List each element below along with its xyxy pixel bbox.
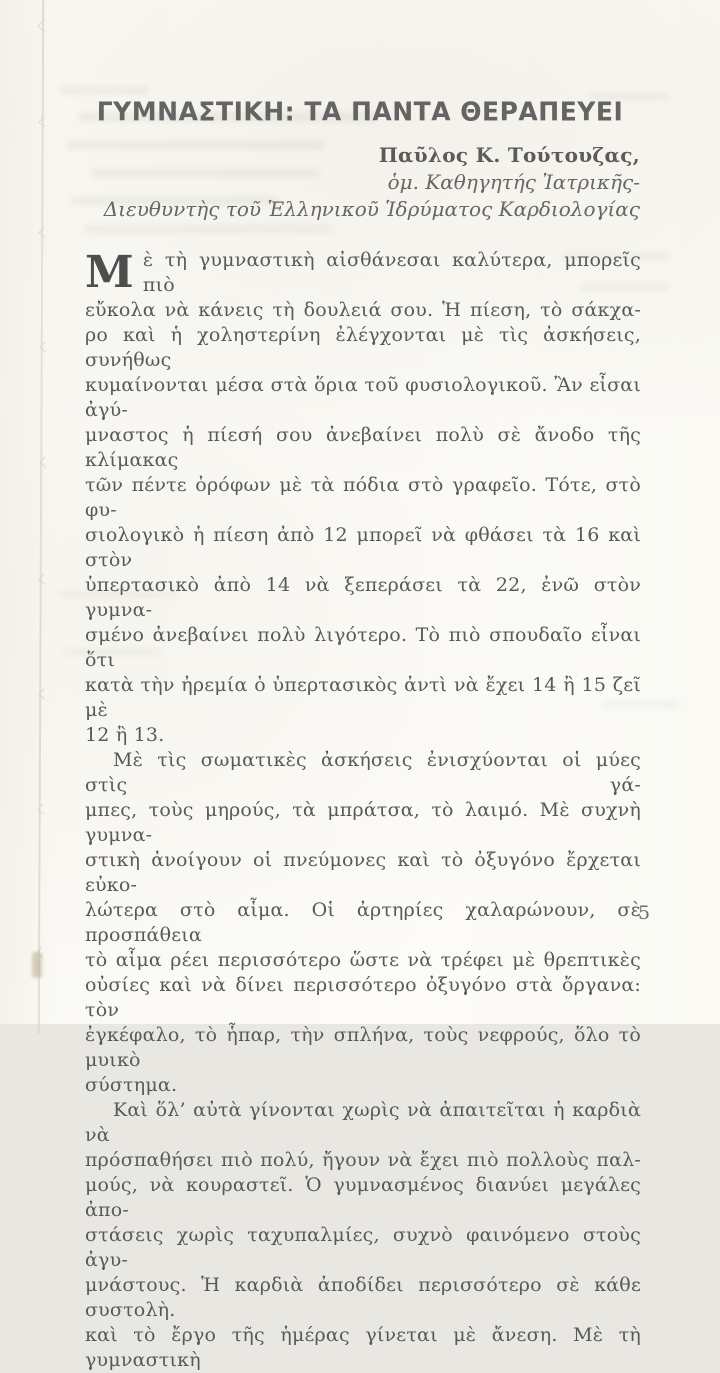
text-line: πρόσπαθήσει πιὸ πολύ, ἤγουν νὰ ἔχει πιὸ πολλοὺς παλ- xyxy=(85,1149,641,1171)
text-line: καὶ τὸ ἔργο τῆς ἡμέρας γίνεται μὲ ἄνεση. Μὲ τὴ γυμναστικὴ xyxy=(85,1324,641,1371)
page-title: ΓΥΜΝΑΣΤΙΚΗ: ΤΑ ΠΑΝΤΑ ΘΕΡΑΠΕΥΕΙ xyxy=(96,96,624,127)
bleed-through-artifact xyxy=(60,86,150,95)
text-line: σύστημα. xyxy=(85,1074,178,1096)
text-line: λώτερα στὸ αἷμα. Οἱ ἀρτηρίες χαλαρώνουν, σὲ προσπάθεια xyxy=(85,899,641,946)
paragraph xyxy=(85,748,641,1098)
scan-edge-artifact xyxy=(32,952,42,978)
text-line: μπες, τοὺς μηρούς, τὰ μπράτσα, τὸ λαιμό. Μὲ συχνὴ γυμνα- xyxy=(85,799,641,846)
page-number: 5 xyxy=(638,902,651,924)
paragraph xyxy=(85,1098,641,1373)
scan-edge-artifact xyxy=(37,20,48,31)
text-line: μναστος ἡ πίεσή σου ἀνεβαίνει πολὺ σὲ ἄνοδο τῆς κλίμακας xyxy=(85,424,641,471)
author-name: Παῦλος Κ. Τούτουζας, xyxy=(378,143,640,167)
text-line: σμένο ἀνεβαίνει πολὺ λιγότερο. Τὸ πιὸ σπουδαῖο εἶναι ὅτι xyxy=(85,624,641,671)
text-line: 12 ἢ 13. xyxy=(85,724,165,746)
text-line: στικὴ ἀνοίγουν οἱ πνεύμονες καὶ τὸ ὀξυγόνο ἔρχεται εὐκο- xyxy=(85,849,641,896)
text-line: μούς, νὰ κουραστεῖ. Ὁ γυμνασμένος διανύει μεγάλες ἀπο- xyxy=(85,1174,641,1221)
author-role-line-2: Διευθυντὴς τοῦ Ἑλληνικοῦ Ἱδρύματος Καρδιολογίας xyxy=(103,197,640,221)
text-line: εὔκολα νὰ κάνεις τὴ δουλειά σου. Ἡ πίεση, τὸ σάκχα- xyxy=(85,299,641,321)
text-line: ρο καὶ ἡ χοληστερίνη ἐλέγχονται μὲ τὶς ἀσκήσεις, συνήθως xyxy=(85,324,641,371)
drop-cap: Μ xyxy=(85,247,134,298)
text-line: τῶν πέντε ὀρόφων μὲ τὰ πόδια στὸ γραφεῖο. Τότε, στὸ φυ- xyxy=(85,474,641,521)
text-line: ὲ τὴ γυμναστικὴ αἰσθάνεσαι καλύτερα, μπορεῖς πιὸ xyxy=(142,249,641,296)
text-line: οὐσίες καὶ νὰ δίνει περισσότερο ὀξυγόνο στὰ ὄργανα: τὸν xyxy=(85,974,641,1021)
text-line: κατὰ τὴν ἠρεμία ὁ ὑπερτασικὸς ἀντὶ νὰ ἔχει 14 ἢ 15 ζεῖ μὲ xyxy=(85,674,641,721)
text-line: σιολογικὸ ἡ πίεση ἀπὸ 12 μπορεῖ νὰ φθάσει τὰ 16 καὶ στὸν xyxy=(85,524,641,571)
text-line: ὑπερτασικὸ ἀπὸ 14 νὰ ξεπεράσει τὰ 22, ἐνῶ στὸν γυμνα- xyxy=(85,574,641,621)
byline xyxy=(104,142,640,223)
article-body xyxy=(85,248,641,1373)
paragraph xyxy=(85,248,641,748)
author-role-line-1: ὁμ. Καθηγητής Ἰατρικῆς- xyxy=(387,170,640,194)
bleed-through-artifact xyxy=(84,224,334,234)
text-line: τὸ αἷμα ρέει περισσότερο ὥστε νὰ τρέφει μὲ θρεπτικὲς xyxy=(85,949,641,971)
text-line: μνάστους. Ἡ καρδιὰ ἀποδίδει περισσότερο σὲ κάθε συστολὴ. xyxy=(85,1274,641,1321)
page-edge-crease-artifact xyxy=(38,0,45,1034)
text-line: Καὶ ὅλ’ αὐτὰ γίνονται χωρὶς νὰ ἀπαιτεῖται ἡ καρδιὰ νὰ xyxy=(85,1099,641,1146)
scan-edge-artifact xyxy=(38,226,49,237)
text-line: Μὲ τὶς σωματικὲς ἀσκήσεις ἐνισχύονται οἱ μύες στὶς γά- xyxy=(85,749,641,796)
text-line: στάσεις χωρὶς ταχυπαλμίες, συχνὸ φαινόμενο στοὺς ἀγυ- xyxy=(85,1224,641,1271)
text-line: κυμαίνονται μέσα στὰ ὅρια τοῦ φυσιολογικοῦ. Ἂν εἶσαι ἀγύ- xyxy=(85,374,641,421)
text-line: ἐγκέφαλο, τὸ ἧπαρ, τὴν σπλήνα, τοὺς νεφρούς, ὅλο τὸ μυικὸ xyxy=(85,1024,641,1071)
